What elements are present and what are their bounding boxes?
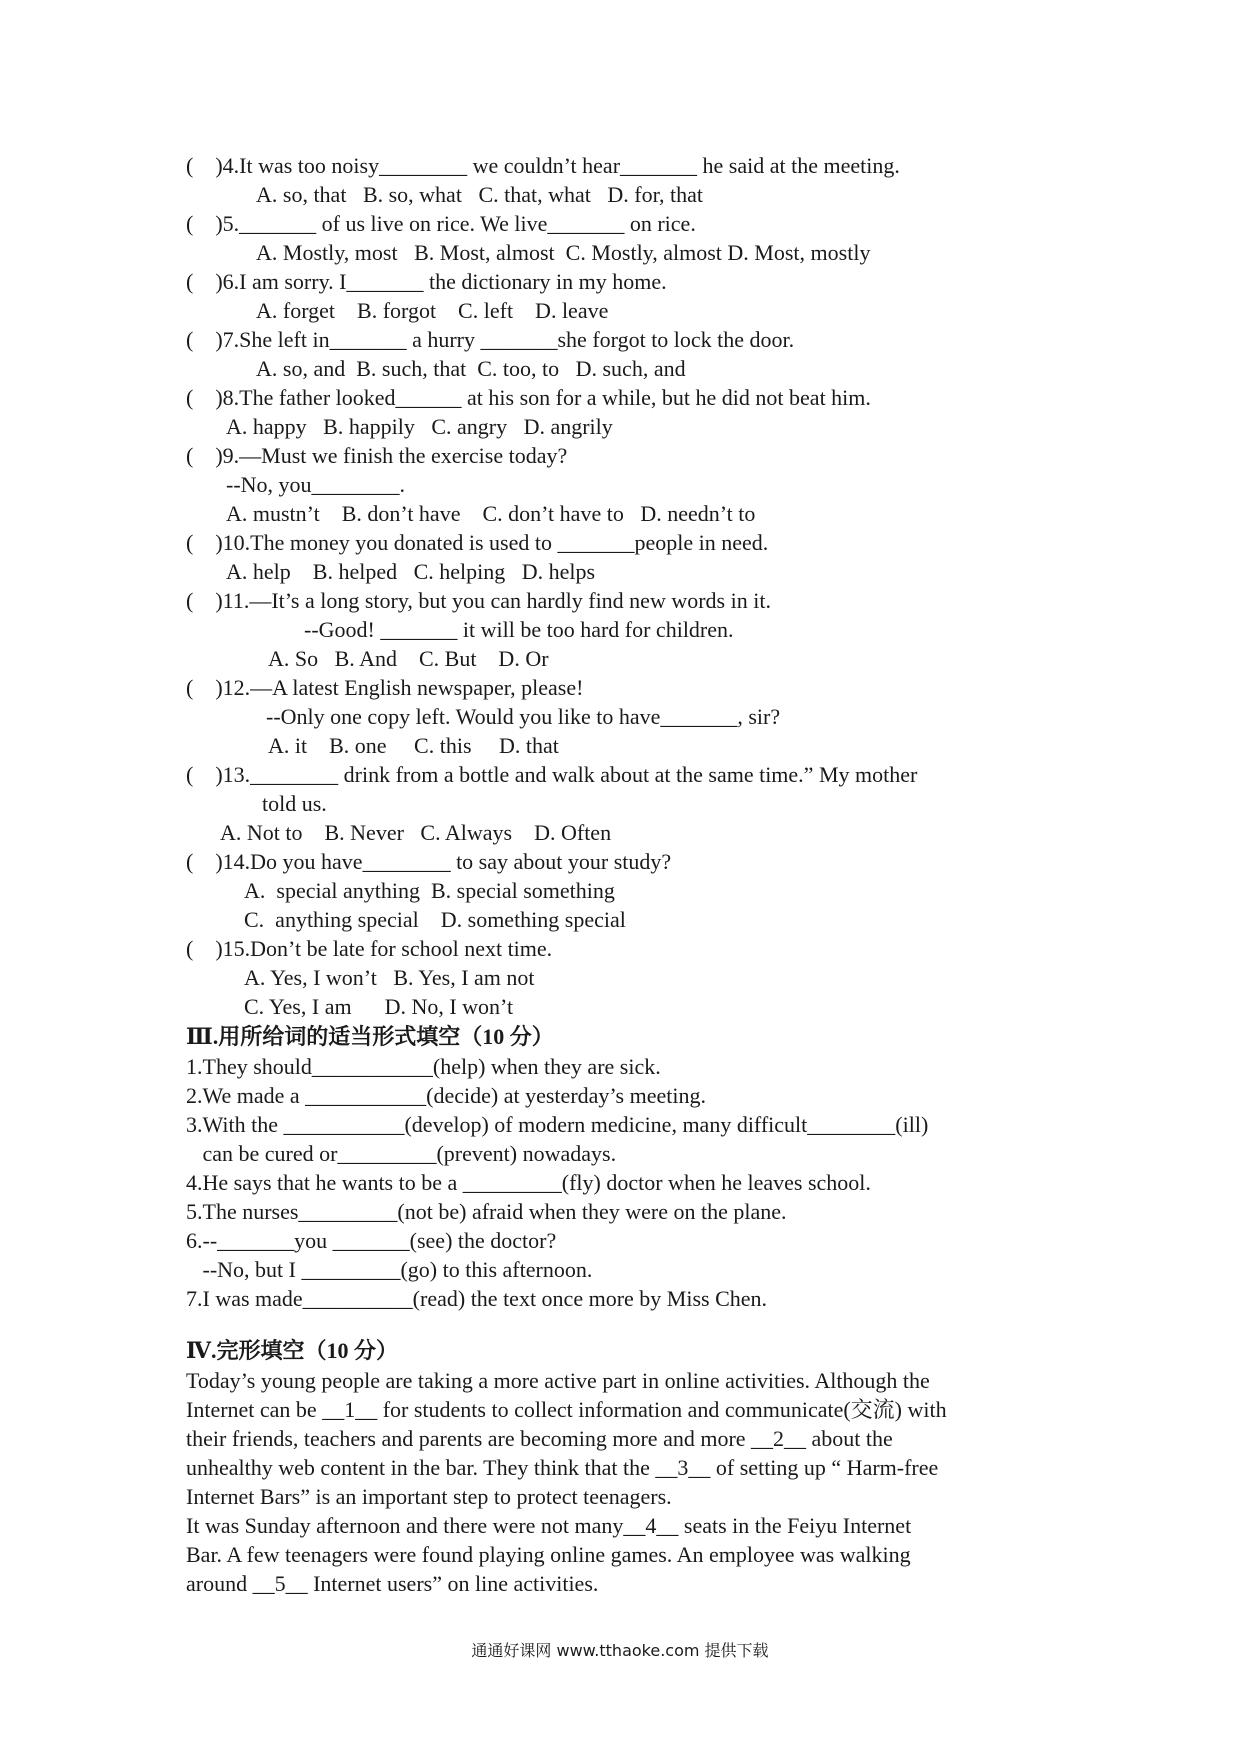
section-4-heading: Ⅳ.完形填空（10 分） [186,1338,398,1363]
question-7-options: A. so, and B. such, that C. too, to D. such, and [256,356,686,381]
fill-in-4: 4.He says that he wants to be a _________(fly) doctor when he leaves school. [186,1170,871,1195]
fill-in-6: 6.--_______you _______(see) the doctor? [186,1228,557,1253]
fill-in-2: 2.We made a ___________(decide) at yesterday’s meeting. [186,1083,706,1108]
cloze-line-2: Internet can be __1__ for students to collect information and communicate(交流) with [186,1397,947,1422]
question-12-options: A. it B. one C. this D. that [268,733,559,758]
question-13-continuation: told us. [262,791,327,816]
fill-in-3: 3.With the ___________(develop) of modern medicine, many difficult________(ill) [186,1112,929,1137]
question-10-options: A. help B. helped C. helping D. helps [226,559,596,584]
cloze-line-1: Today’s young people are taking a more active part in online activities. Although the [186,1368,930,1393]
question-12-reply: --Only one copy left. Would you like to have_______, sir? [266,704,781,729]
fill-in-7: 7.I was made__________(read) the text once more by Miss Chen. [186,1286,768,1311]
question-6: ( )6.I am sorry. I_______ the dictionary in my home. [186,269,667,294]
question-9-reply: --No, you________. [226,472,406,497]
question-10: ( )10.The money you donated is used to _______people in need. [186,530,769,555]
fill-in-1: 1.They should___________(help) when they are sick. [186,1054,661,1079]
fill-in-5: 5.The nurses_________(not be) afraid when they were on the plane. [186,1199,787,1224]
question-5: ( )5._______ of us live on rice. We live_______ on rice. [186,211,696,236]
cloze-line-4: unhealthy web content in the bar. They think that the __3__ of setting up “ Harm-free [186,1455,939,1480]
question-14-options-ab: A. special anything B. special something [244,878,615,903]
question-13-options: A. Not to B. Never C. Always D. Often [220,820,612,845]
cloze-line-6: It was Sunday afternoon and there were not many__4__ seats in the Feiyu Internet [186,1513,912,1538]
question-6-options: A. forget B. forgot C. left D. leave [256,298,609,323]
cloze-line-8: around __5__ Internet users” on line activities. [186,1571,599,1596]
question-7: ( )7.She left in_______ a hurry _______she forgot to lock the door. [186,327,795,352]
question-8-options: A. happy B. happily C. angry D. angrily [226,414,613,439]
section-3-heading: Ⅲ.用所给词的适当形式填空（10 分） [186,1024,554,1049]
fill-in-6-reply: --No, but I _________(go) to this afternoon. [186,1257,593,1282]
question-4: ( )4.It was too noisy________ we couldn’t hear_______ he said at the meeting. [186,153,900,178]
cloze-line-7: Bar. A few teenagers were found playing online games. An employee was walking [186,1542,911,1567]
page-footer: 通通好课网 www.tthaoke.com 提供下载 [471,1641,769,1660]
question-5-options: A. Mostly, most B. Most, almost C. Mostly, almost D. Most, mostly [256,240,871,265]
question-15-options-ab: A. Yes, I won’t B. Yes, I am not [244,965,535,990]
question-9-options: A. mustn’t B. don’t have C. don’t have to D. needn’t to [226,501,756,526]
question-13: ( )13.________ drink from a bottle and walk about at the same time.” My mother [186,762,918,787]
question-14-options-cd: C. anything special D. something special [244,907,626,932]
cloze-line-3: their friends, teachers and parents are becoming more and more __2__ about the [186,1426,893,1451]
question-8: ( )8.The father looked______ at his son for a while, but he did not beat him. [186,385,871,410]
cloze-line-5: Internet Bars” is an important step to protect teenagers. [186,1484,672,1509]
question-4-options: A. so, that B. so, what C. that, what D. for, that [256,182,704,207]
question-12: ( )12.—A latest English newspaper, please! [186,675,584,700]
question-11-options: A. So B. And C. But D. Or [268,646,549,671]
question-9: ( )9.—Must we finish the exercise today? [186,443,568,468]
question-15: ( )15.Don’t be late for school next time. [186,936,553,961]
question-11: ( )11.—It’s a long story, but you can hardly find new words in it. [186,588,771,613]
question-14: ( )14.Do you have________ to say about your study? [186,849,672,874]
question-11-reply: --Good! _______ it will be too hard for children. [304,617,734,642]
fill-in-3-continuation: can be cured or_________(prevent) nowadays. [186,1141,617,1166]
question-15-options-cd: C. Yes, I am D. No, I won’t [244,994,514,1019]
